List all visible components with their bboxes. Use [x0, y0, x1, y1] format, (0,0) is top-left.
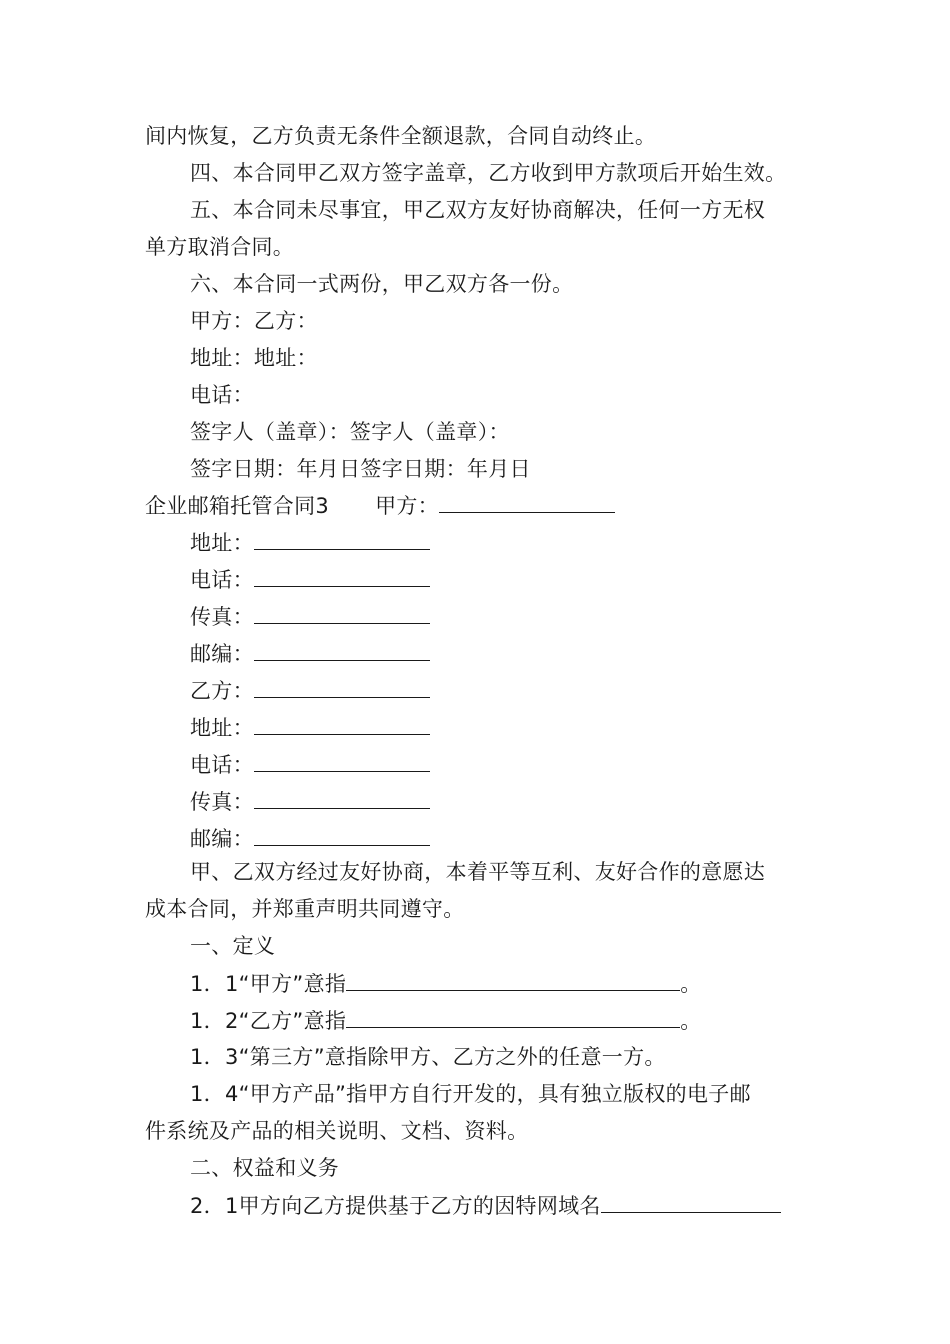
definition-blank[interactable]: [346, 1007, 680, 1028]
field-row: [190, 640, 430, 667]
definition-row: [190, 970, 702, 997]
field-blank[interactable]: [254, 603, 430, 624]
field-label: 邮编：: [190, 827, 254, 851]
clause-five: 五、本合同未尽事宜，甲乙双方友好协商解决，任何一方无权: [190, 198, 766, 222]
signatory-line: 签字人（盖章）：签字人（盖章）：: [190, 420, 510, 444]
field-label: 电话：: [190, 568, 254, 592]
field-blank[interactable]: [254, 677, 430, 698]
intro-line-cont: 成本合同，并郑重声明共同遵守。: [145, 897, 465, 921]
section-title: 二、权益和义务: [190, 1156, 340, 1180]
phone-line: 电话：: [190, 383, 254, 407]
definition-end: 。: [680, 1009, 702, 1033]
field-blank[interactable]: [254, 788, 430, 809]
domain-blank[interactable]: [601, 1192, 781, 1213]
section-title: 一、定义: [190, 934, 276, 958]
field-blank[interactable]: [254, 751, 430, 772]
clause-six: 六、本合同一式两份，甲乙双方各一份。: [190, 272, 574, 296]
clause-four: 四、本合同甲乙双方签字盖章，乙方收到甲方款项后开始生效。: [190, 161, 787, 185]
party-line: 甲方：乙方：: [190, 309, 318, 333]
field-label: 传真：: [190, 790, 254, 814]
contract3-heading-row: [145, 492, 615, 519]
field-row: [190, 603, 430, 630]
field-blank[interactable]: [254, 640, 430, 661]
field-row: [190, 751, 430, 778]
field-row: [190, 825, 430, 852]
field-blank[interactable]: [254, 566, 430, 587]
address-line: 地址：地址：: [190, 346, 318, 370]
party-a-blank[interactable]: [439, 492, 615, 513]
field-label: 乙方：: [190, 679, 254, 703]
field-blank[interactable]: [254, 825, 430, 846]
paragraph-line: 间内恢复，乙方负责无条件全额退款，合同自动终止。: [145, 124, 657, 148]
definition-row: 1．3“第三方”意指除甲方、乙方之外的任意一方。: [190, 1045, 666, 1069]
party-a-label: 甲方：: [375, 494, 439, 518]
field-row: [190, 529, 430, 556]
definition-row-cont: 件系统及产品的相关说明、文档、资料。: [145, 1119, 529, 1143]
definition-text: 1．2“乙方”意指: [190, 1009, 347, 1033]
field-label: 地址：: [190, 531, 254, 555]
definition-row: [190, 1007, 702, 1034]
definition-row: 1．4“甲方产品”指甲方自行开发的，具有独立版权的电子邮: [190, 1082, 751, 1106]
sign-date-line: 签字日期：年月日签字日期：年月日: [190, 457, 531, 481]
definition-text: 1．1“甲方”意指: [190, 972, 347, 996]
clause-five-cont: 单方取消合同。: [145, 235, 295, 259]
definition-blank[interactable]: [346, 970, 680, 991]
field-row: [190, 714, 430, 741]
clause-text: 2．1甲方向乙方提供基于乙方的因特网域名: [190, 1194, 601, 1218]
field-label: 传真：: [190, 605, 254, 629]
intro-line: 甲、乙双方经过友好协商，本着平等互利、友好合作的意愿达: [190, 860, 766, 884]
definition-end: 。: [680, 972, 702, 996]
clause-row: [190, 1192, 781, 1219]
field-blank[interactable]: [254, 529, 430, 550]
field-row: [190, 677, 430, 704]
field-row: [190, 788, 430, 815]
field-label: 邮编：: [190, 642, 254, 666]
field-label: 地址：: [190, 716, 254, 740]
contract-title: 企业邮箱托管合同3: [145, 494, 330, 518]
field-row: [190, 566, 430, 593]
field-blank[interactable]: [254, 714, 430, 735]
field-label: 电话：: [190, 753, 254, 777]
